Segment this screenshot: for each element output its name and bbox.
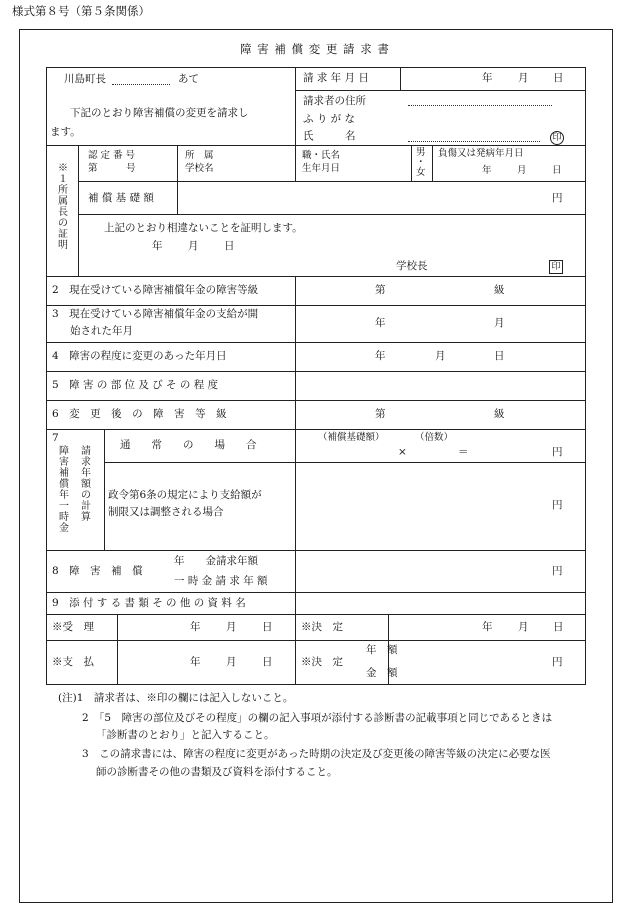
row4-day[interactable]: 日 bbox=[494, 350, 505, 362]
row3-label-line2: 始された年月 bbox=[70, 325, 133, 337]
form-number: 様式第８号（第５条関係） bbox=[12, 4, 150, 18]
row4-month[interactable]: 月 bbox=[435, 350, 446, 362]
row9-input[interactable] bbox=[296, 593, 585, 614]
row7-side-label-right: 請求年額の計算 bbox=[81, 446, 91, 523]
annual-amount-label: 年 額 bbox=[366, 644, 398, 656]
decision-month: 月 bbox=[518, 621, 529, 633]
request-date-day[interactable]: 日 bbox=[553, 72, 564, 84]
row7-base-amount-header: （補償基礎額） bbox=[318, 432, 385, 443]
row6-label: 6 変 更 後 の 障 害 等 級 bbox=[52, 408, 227, 420]
amount-label: 金 額 bbox=[366, 667, 398, 679]
principal-seal-icon: 印 bbox=[549, 260, 563, 274]
outer-frame-bottom bbox=[19, 902, 613, 903]
row6-grade-prefix: 第 bbox=[375, 408, 386, 420]
row7-number: 7 bbox=[52, 432, 59, 444]
row5-input[interactable] bbox=[296, 372, 585, 400]
note-2-line1: 2 「5 障害の部位及びその程度」の欄の記入事項が添付する診断書の記載事項と同じであるときは bbox=[82, 712, 553, 724]
receipt-day: 日 bbox=[262, 621, 273, 633]
row7-equals-sign: ＝ bbox=[458, 446, 469, 458]
injury-date-day[interactable]: 日 bbox=[552, 165, 562, 176]
receipt-year: 年 bbox=[190, 621, 201, 633]
decision-label: ※決 定 bbox=[301, 621, 343, 633]
row7-normal-case-label: 通 常 の 場 合 bbox=[120, 439, 257, 451]
row3-year[interactable]: 年 bbox=[375, 317, 386, 329]
request-date-label: 請 求 年 月 日 bbox=[303, 72, 369, 84]
row7-special-case-line1: 政令第6条の規定により支給額が bbox=[108, 489, 262, 501]
cert-number-field[interactable]: 第 号 bbox=[88, 163, 136, 174]
row7-side-label-left: 障害補償年一時金 bbox=[59, 446, 69, 534]
injury-date-month[interactable]: 月 bbox=[517, 165, 527, 176]
table-left-line bbox=[46, 67, 47, 684]
decision-day: 日 bbox=[553, 621, 564, 633]
row7-multiplier-header: （倍数） bbox=[415, 432, 454, 443]
payment-year: 年 bbox=[190, 656, 201, 668]
note-1: (注)1 請求者は、※印の欄には記入しないこと。 bbox=[58, 692, 294, 704]
injury-date-label: 負傷又は発病年月日 bbox=[438, 148, 524, 159]
outer-frame-top bbox=[19, 29, 613, 30]
row8-label: 8 障 害 補 償 bbox=[52, 565, 143, 577]
outer-frame-right bbox=[612, 29, 613, 903]
form-title: 障 害 補 償 変 更 請 求 書 bbox=[240, 42, 390, 56]
row8-annuity-label: 年 金請求年額 bbox=[174, 555, 258, 567]
base-amount-label: 補 償 基 礎 額 bbox=[88, 192, 154, 204]
decision-amount-yen: 円 bbox=[552, 656, 563, 668]
row7-special-yen: 円 bbox=[552, 499, 563, 511]
row7-normal-yen: 円 bbox=[552, 446, 563, 458]
sex-female-option[interactable]: 女 bbox=[416, 167, 426, 178]
request-statement-line2: ます。 bbox=[50, 126, 81, 138]
sex-male-option[interactable]: 男 bbox=[416, 147, 426, 158]
address-field[interactable] bbox=[408, 105, 552, 106]
addressee-town: 川島町長 bbox=[64, 73, 106, 85]
injury-date-year[interactable]: 年 bbox=[482, 165, 492, 176]
cert-date-day[interactable]: 日 bbox=[224, 240, 235, 252]
name-label: 氏 名 bbox=[303, 130, 356, 142]
table-bottom-line bbox=[46, 684, 586, 685]
note-2-line2: 「診断書のとおり」と記入すること。 bbox=[96, 729, 275, 741]
table-top-line bbox=[46, 67, 586, 68]
section1-side-label: ※１所属長の証明 bbox=[58, 163, 68, 251]
row2-label: 2 現在受けている障害補償年金の障害等級 bbox=[52, 284, 259, 296]
table-right-line bbox=[585, 67, 586, 684]
base-amount-yen: 円 bbox=[552, 192, 563, 204]
row4-label: 4 障害の程度に変更のあった年月日 bbox=[52, 350, 227, 362]
row8-yen: 円 bbox=[552, 565, 563, 577]
outer-frame-left bbox=[19, 29, 20, 903]
request-statement-line1: 下記のとおり障害補償の変更を請求し bbox=[70, 107, 249, 119]
cert-date-year[interactable]: 年 bbox=[152, 240, 163, 252]
seal-icon: 印 bbox=[550, 131, 564, 145]
row7-times-sign: × bbox=[398, 446, 407, 458]
request-date-year[interactable]: 年 bbox=[482, 72, 493, 84]
receipt-month: 月 bbox=[226, 621, 237, 633]
affiliation-label: 所 属 bbox=[185, 150, 214, 161]
row5-label: 5 障 害 の 部 位 及 び そ の 程 度 bbox=[52, 379, 219, 391]
certification-text: 上記のとおり相違ないことを証明します。 bbox=[104, 222, 303, 234]
addressee-dotted-line bbox=[112, 84, 170, 85]
receipt-label: ※受 理 bbox=[52, 621, 94, 633]
principal-label: 学校長 bbox=[396, 260, 428, 272]
school-name-label: 学校名 bbox=[185, 163, 214, 174]
sex-separator: ・ bbox=[416, 157, 426, 168]
row6-grade-suffix: 級 bbox=[494, 408, 505, 420]
request-date-month[interactable]: 月 bbox=[518, 72, 529, 84]
furigana-label: ふ り が な bbox=[303, 113, 356, 125]
cert-number-label: 認 定 番 号 bbox=[88, 150, 136, 161]
row7-special-case-line2: 制限又は調整される場合 bbox=[108, 506, 224, 518]
addressee-suffix: あて bbox=[178, 73, 199, 85]
row2-grade-suffix: 級 bbox=[494, 284, 505, 296]
position-name-label: 職・氏名 bbox=[302, 150, 341, 161]
decision-amount-label: ※決 定 bbox=[301, 656, 343, 668]
payment-month: 月 bbox=[226, 656, 237, 668]
row2-grade-prefix: 第 bbox=[375, 284, 386, 296]
address-label: 請求者の住所 bbox=[303, 95, 366, 107]
payment-label: ※支 払 bbox=[52, 656, 94, 668]
row9-label: 9 添 付 す る 書 類 そ の 他 の 資 料 名 bbox=[52, 597, 246, 609]
note-3-line2: 師の診断書その他の書類及び資料を添付すること。 bbox=[96, 766, 338, 778]
note-3-line1: 3 この請求書には、障害の程度に変更があった時期の決定及び変更後の障害等級の決定に必要な医 bbox=[82, 748, 551, 760]
payment-day: 日 bbox=[262, 656, 273, 668]
row4-year[interactable]: 年 bbox=[375, 350, 386, 362]
row8-lump-sum-label: 一 時 金 請 求 年 額 bbox=[174, 575, 268, 587]
decision-year: 年 bbox=[482, 621, 493, 633]
name-field[interactable] bbox=[408, 141, 540, 142]
row3-label-line1: 3 現在受けている障害補償年金の支給が開 bbox=[52, 308, 259, 320]
cert-date-month[interactable]: 月 bbox=[188, 240, 199, 252]
birth-date-label: 生年月日 bbox=[302, 163, 341, 174]
row3-month[interactable]: 月 bbox=[494, 317, 505, 329]
